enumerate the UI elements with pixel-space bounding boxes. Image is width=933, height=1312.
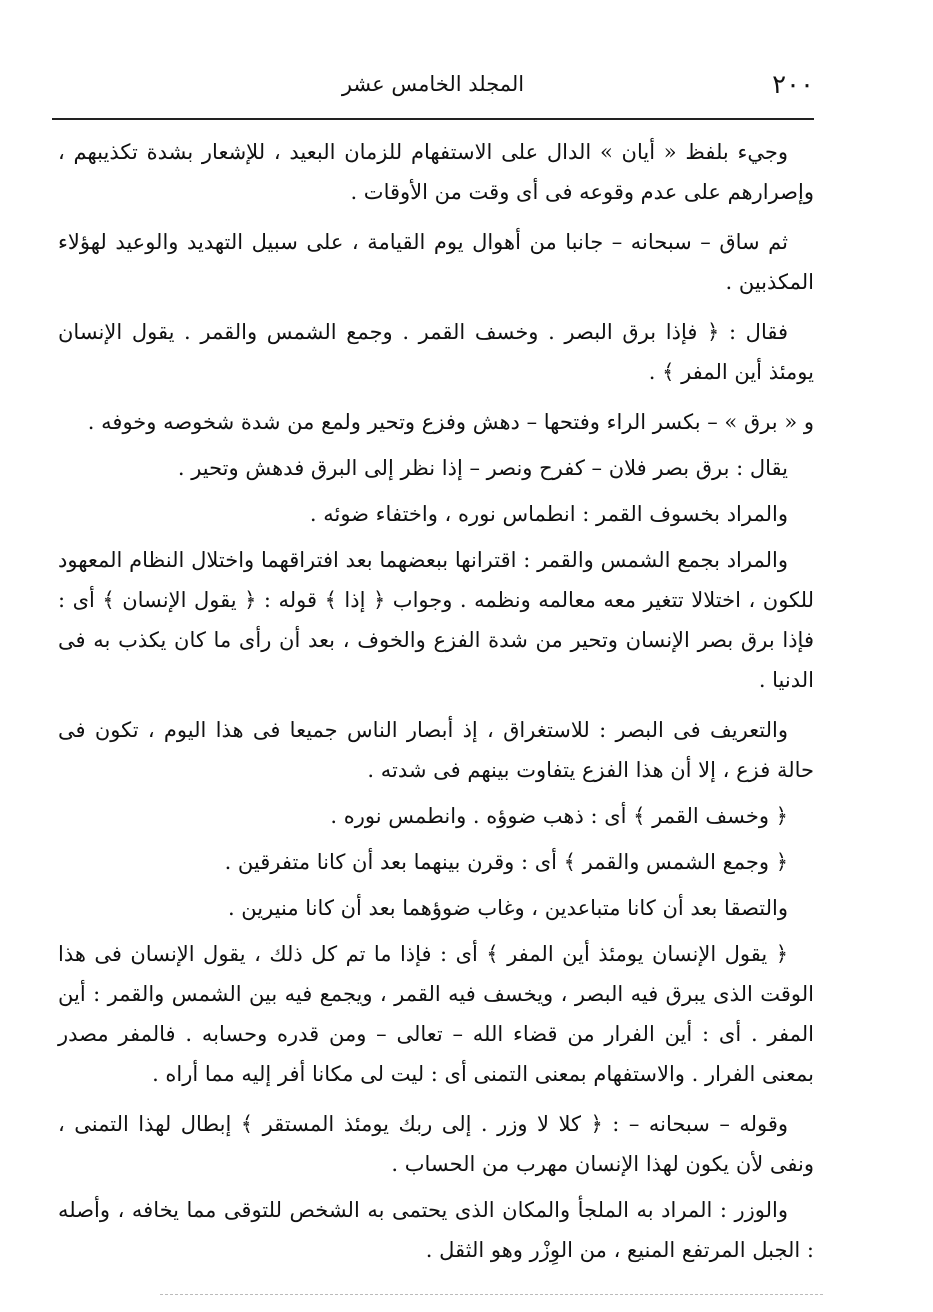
page-number: ٢٠٠	[772, 70, 814, 100]
paragraph: والوزر : المراد به الملجأ والمكان الذى يحتمى به الشخص للتوقى مما يخافه ، وأصله : الجبل المرتفع المنيع ، من الوِزْر وهو الثقل .	[58, 1198, 814, 1262]
paragraph: والتعريف فى البصر : للاستغراق ، إذ أبصار الناس جميعا فى هذا اليوم ، تكون فى حالة فزع ، إلا أن هذا الفزع يتفاوت بينهم فى شدته .	[58, 718, 814, 782]
running-title: المجلد الخامس عشر	[341, 72, 525, 96]
page-header	[52, 62, 814, 120]
page-body	[58, 132, 814, 1280]
paragraph: والمراد بجمع الشمس والقمر : اقترانها ببعضهما بعد افتراقهما واختلال النظام المعهود للكون ، اختلالا تتغير معه معالمه ونظمه . وجواب ﴿ إذا ﴾ قوله : ﴿ يقول الإنسان ﴾ أى : فإذا برق بصر الإنسان وتحير من شدة الفزع والخوف ، بعد أن رأى ما كان يكذب به فى الدنيا .	[58, 548, 814, 692]
paragraph: ﴿ يقول الإنسان يومئذ أين المفر ﴾ أى : فإذا ما تم كل ذلك ، يقول الإنسان فى هذا الوقت الذى يبرق فيه البصر ، ويخسف فيه القمر ، ويجمع فيه بين الشمس والقمر : أين المفر . أى : أين الفرار من قضاء الله – تعالى – ومن قدره وحسابه . فالمفر مصدر بمعنى الفرار . والاستفهام بمعنى التمنى أى : ليت لى مكانا أفر إليه مما أراه .	[58, 942, 814, 1086]
paragraph: والمراد بخسوف القمر : انطماس نوره ، واختفاء ضوئه .	[309, 502, 788, 526]
paragraph: فقال : ﴿ فإذا برق البصر . وخسف القمر . وجمع الشمس والقمر . يقول الإنسان يومئذ أين المفر ﴾ .	[58, 320, 814, 384]
paragraph: والتصقا بعد أن كانا متباعدين ، وغاب ضوؤهما بعد أن كانا منيرين .	[227, 896, 788, 920]
paragraph: ثم ساق – سبحانه – جانبا من أهوال يوم القيامة ، على سبيل التهديد والوعيد لهؤلاء المكذبين .	[58, 230, 814, 294]
paragraph: ﴿ وخسف القمر ﴾ أى : ذهب ضوؤه . وانطمس نوره .	[330, 804, 788, 828]
paragraph: وقوله – سبحانه – : ﴿ كلا لا وزر . إلى ربك يومئذ المستقر ﴾ إبطال لهذا التمنى ، ونفى لأن يكون لهذا الإنسان مهرب من الحساب .	[58, 1112, 814, 1176]
paragraph: و « برق » – بكسر الراء وفتحها – دهش وفزع وتحير ولمع من شدة شخوصه وخوفه .	[87, 410, 814, 434]
paragraph: ﴿ وجمع الشمس والقمر ﴾ أى : وقرن بينهما بعد أن كانا متفرقين .	[224, 850, 788, 874]
paragraph: يقال : برق بصر فلان – كفرح ونصر – إذا نظر إلى البرق فدهش وتحير .	[177, 456, 788, 480]
paragraph: وجيء بلفظ « أيان » الدال على الاستفهام للزمان البعيد ، للإشعار بشدة تكذيبهم ، وإصرارهم على عدم وقوعه فى أى وقت من الأوقات .	[58, 140, 814, 204]
footer-rule	[160, 1294, 823, 1295]
